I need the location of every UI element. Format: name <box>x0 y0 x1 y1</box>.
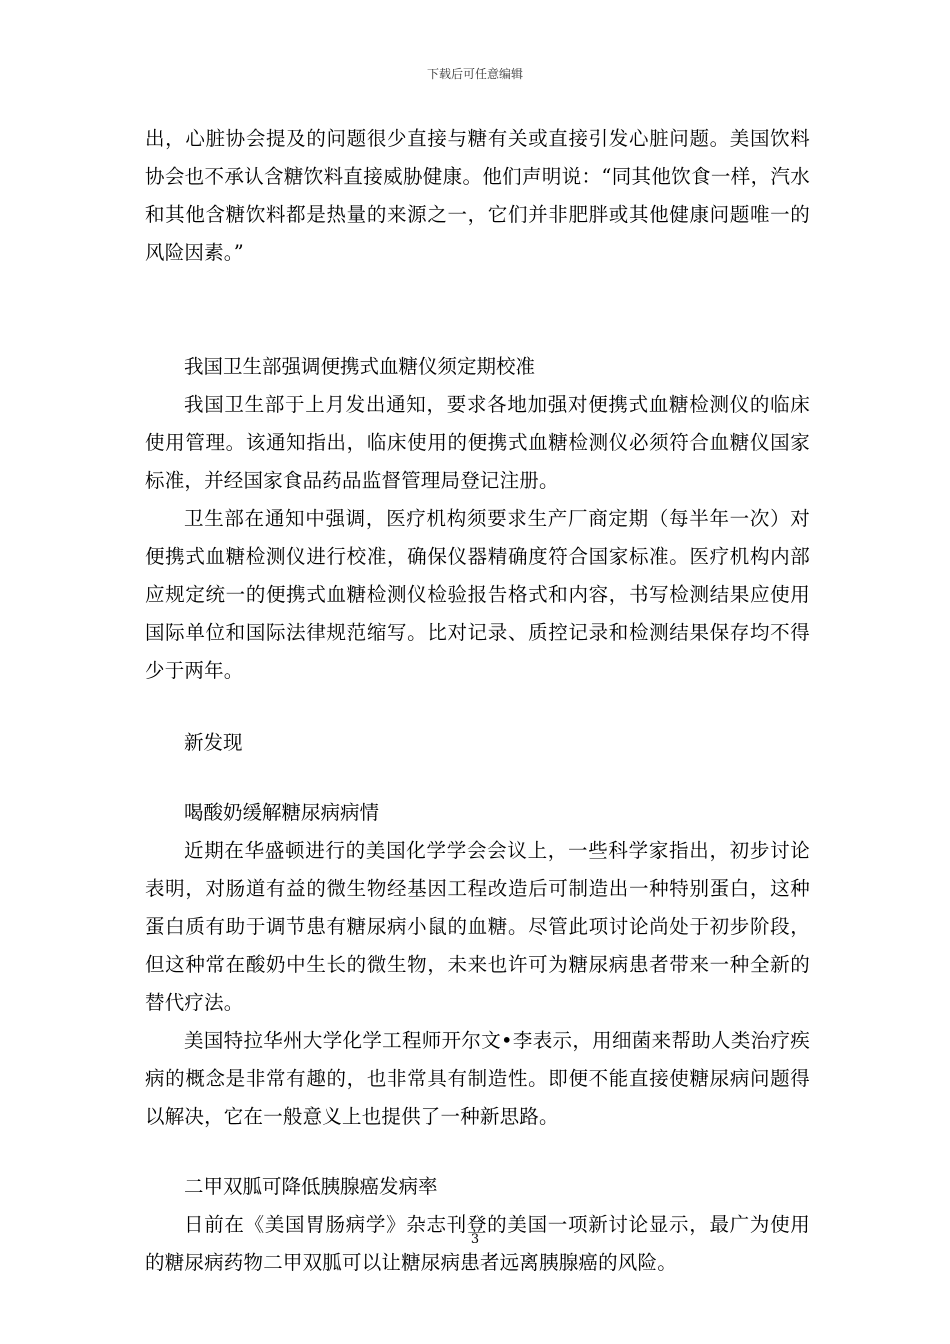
spacer <box>145 690 810 724</box>
section-heading-metformin: 二甲双胍可降低胰腺癌发病率 <box>184 1175 438 1198</box>
document-body <box>145 120 810 1282</box>
spacer <box>145 1136 810 1168</box>
section-heading-glucometer: 我国卫生部强调便携式血糖仪须定期校准 <box>184 355 536 378</box>
paragraph-notice: 我国卫生部于上月发出通知，要求各地加强对便携式血糖检测仪的临床使用管理。该通知指出，临床使用的便携式血糖检测仪必须符合血糖仪国家标准，并经国家食品药品监督管理局登记注册。 <box>145 393 810 492</box>
paragraph-yogurt-study: 近期在华盛顿进行的美国化学学会会议上，一些科学家指出，初步讨论表明，对肠道有益的微生物经基因工程改造后可制造出一种特别蛋白，这种蛋白质有助于调节患有糖尿病小鼠的血糖。尽管此项讨论尚处于初步阶段，但这种常在酸奶中生长的微生物，未来也许可为糖尿病患者带来一种全新的替代疗法。 <box>145 839 810 1014</box>
page-header: 下载后可任意编辑 <box>426 67 523 81</box>
section-heading-new-findings: 新发现 <box>184 731 243 754</box>
spacer <box>145 762 810 794</box>
paragraph-metformin: 日前在《美国胃肠病学》杂志刊登的美国一项新讨论显示，最广为使用的糖尿病药物二甲双胍可以让糖尿病患者远离胰腺癌的风险。 <box>145 1213 810 1274</box>
section-heading-yogurt: 喝酸奶缓解糖尿病病情 <box>184 801 380 824</box>
spacer <box>145 272 810 348</box>
paragraph-yogurt-quote: 美国特拉华州大学化学工程师开尔文•李表示，用细菌来帮助人类治疗疾病的概念是非常有趣的，也非常具有制造性。即便不能直接使糖尿病问题得以解决，它在一般意义上也提供了一种新思路。 <box>145 1029 810 1128</box>
paragraph-calibration: 卫生部在通知中强调，医疗机构须要求生产厂商定期（每半年一次）对便携式血糖检测仪进行校准，确保仪器精确度符合国家标准。医疗机构内部应规定统一的便携式血糖检测仪检验报告格式和内容，书写检测结果应使用国际单位和国际法律规范缩写。比对记录、质控记录和检测结果保存均不得少于两年。 <box>145 507 810 682</box>
paragraph-continuation: 出，心脏协会提及的问题很少直接与糖有关或直接引发心脏问题。美国饮料协会也不承认含糖饮料直接威胁健康。他们声明说：“同其他饮食一样，汽水和其他含糖饮料都是热量的来源之一，它们并非肥胖或其他健康问题唯一的风险因素。” <box>145 127 810 264</box>
page-number: 3 <box>470 1232 480 1247</box>
